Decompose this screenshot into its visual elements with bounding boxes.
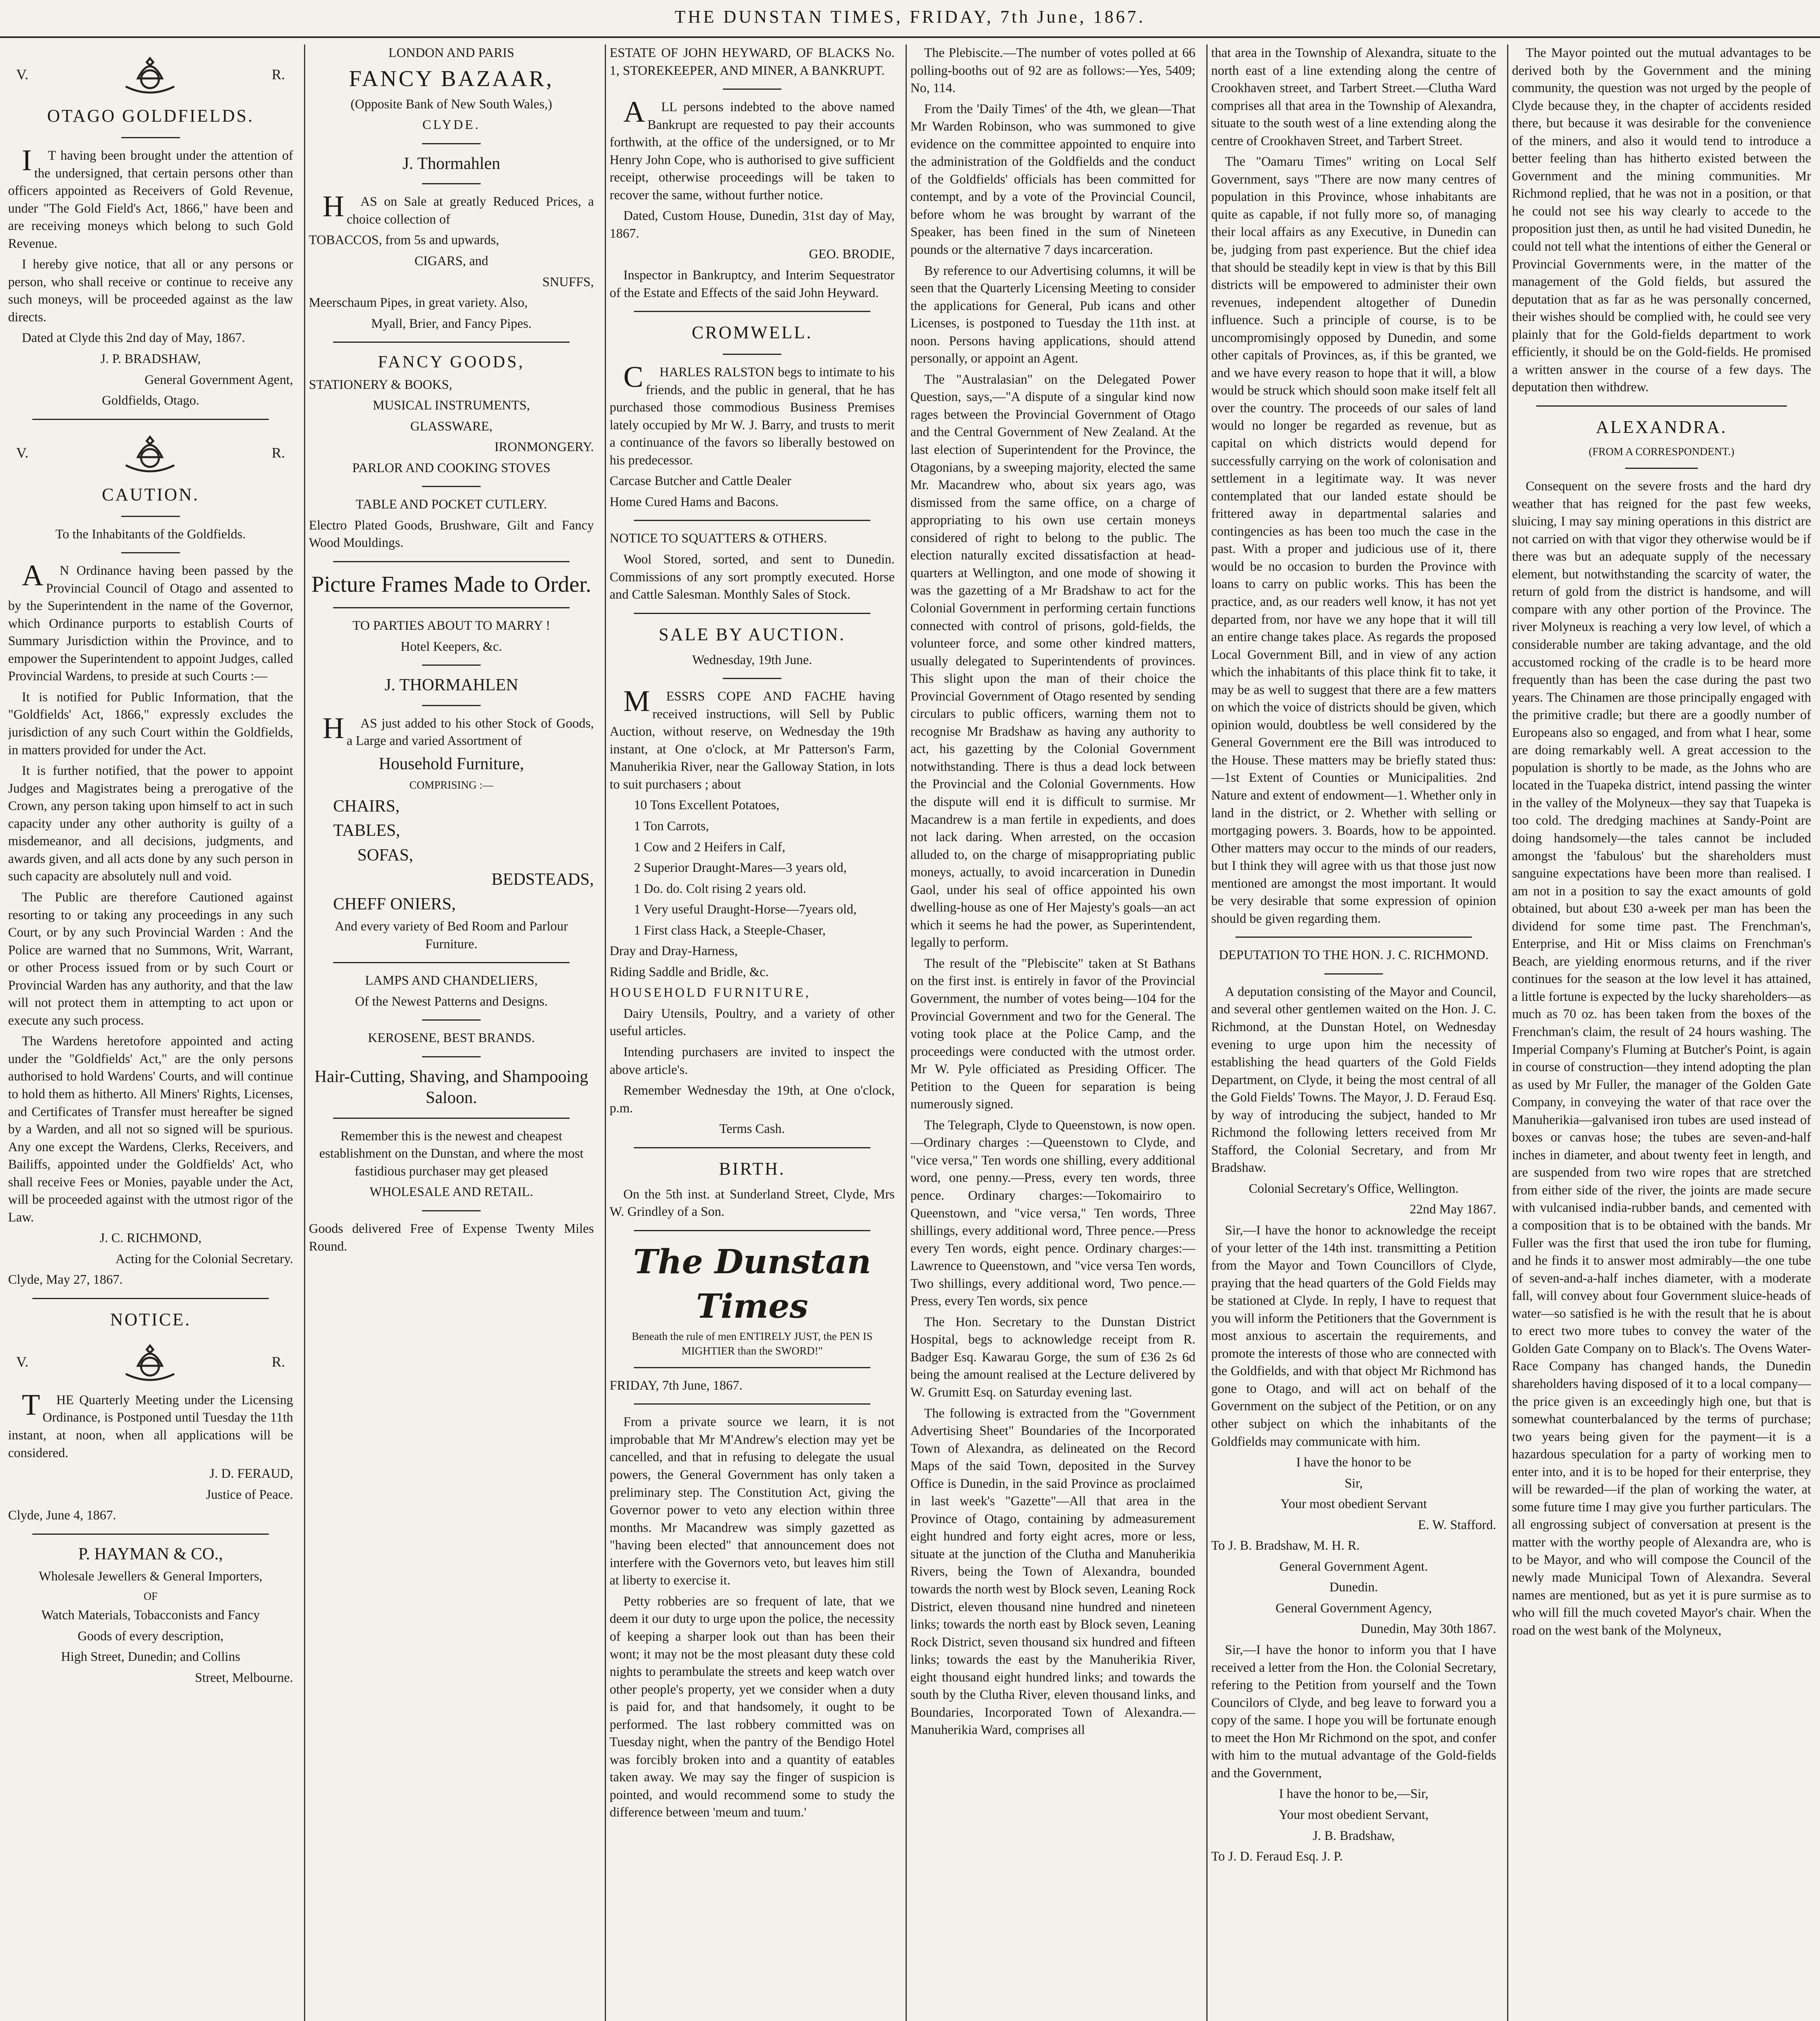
advert-line: Home Cured Hams and Bacons.: [610, 494, 779, 509]
letter-header: General Government Agency,: [1275, 1601, 1432, 1616]
advert-line: MUSICAL INSTRUMENTS,: [373, 398, 530, 413]
vr-right: R.: [271, 445, 285, 461]
paragraph: Consequent on the severe frosts and the hard dry weather that has reigned for the past few weeks, sluicing, I may say mining operations in this district are not carried on with that vigor they otherwise would be if there was but an adequate supply of the necessary element, but notwithstanding the scarcity of water, the return of gold from the district is handsome, and will compare with any other portion of the Province. The river Molyneux is reaching a very low level, of which a considerable number are taking advantage, and the old accustomed rocking of the cradle is to be heard more frequently than has been the case during the past two years. The Chinamen are those principally engaged with the primitive cradle; but there are a goodly number of Europeans also so engaged, and from what I hear, some are doing remarkably well. A great accession to the population is shortly to be made, as the Johns who are located in the Tuapeka district, intend passing the winter in the valley of the Molyneux—they say that Tuapeka is too cold. The dredging machines at Sandy-Point are doing handsomely—the tales cannot be included amongst the 'fabulous' but the shareholders must sanguine expectations have been more than realised. I am not in a position to say the exact amounts of gold obtained, but about £30 a-week per man has been the dividend for some time past. The Frenchman's, Enterprise, and Hit or Miss claims on Frenchman's Beach, are yielding enormous returns, and if the river continues for the season at the low level it has attained, a little fortune is expected by the lucky shareholders—as much as 70 oz. has been taken from the boxes of the Frenchman's claim, the result of 24 hours washing. The Imperial Company's Fluming at Butcher's Point, is again in course of construction—they intend adopting the plan as used by Mr Fuller, the manager of the Golden Gate Company, in conveying the water of that race over the Manuherikia—galvanised iron tubes are used instead of boxes or canvas hose; the tubes are seven-and-half inches in diameter, and about twenty feet in length, and are suspended from two wire ropes that are stretched from either side of the river, the joints are made secure with vulcanised india-rubber bands, and cemented with a composition that is to be obtained with the bands. Mr Fuller was the first that used the iron tube for fluming, and he finds it to answer most admirably—the one tube of seven-and-a-half inches diameter, with a moderate fall, will convey about four Government sluice-heads of water—so satisfied is he with the result that he is about to erect two more tubes to convey the water of the Golden Gate Company on to Black's. The Ovens Water-Race Company has changed hands, the Dunedin shareholders having disposed of it to a local company—the price given is an exceedingly high one, but that is somewhat counterbalanced by the terms of purchase; two years being given for the payment—it is a hazardous speculation for a party of working men to enter into, and it is to be hoped for their enterprise, they will be rewarded—if the plan of working the water, at some future time I may give you further particulars. The all engrossing subject of conversation at present is the matter with the worthy people of Alexandra are, who is to be Mayor, and who will compose the Council of the newly made Municipal Town of Alexandra. Several names are mentioned, but as yet it is pure surmise as to who will fill the much coveted Mayor's chair. When the road on the west bank of the Molyneux,: [1512, 479, 1811, 1638]
divider: [422, 486, 481, 487]
column-rule: [1206, 44, 1208, 2021]
divider: [723, 354, 781, 355]
advert-line: LAMPS AND CHANDELIERS,: [365, 973, 538, 988]
signature: J. P. BRADSHAW,: [100, 351, 201, 366]
advert-line: PARLOR AND COOKING STOVES: [352, 460, 551, 475]
column-rule: [906, 44, 907, 2021]
paragraph: AN Ordinance having been passed by the Provincial Council of Otago and assented to by the Superintendent in the name of the Governor, which Ordinance purports to establish Courts of Summary Jurisdiction within the Province, and to empower the Superintendent to appoint Judges, called Provincial Wardens, to preside at such Courts :—: [8, 559, 293, 684]
paragraph: IT having been brought under the attention of the undersigned, that certain persons other than officers appointed as Receivers of Gold Revenue, under "The Gold Field's Act, 1866," have been and are receiving moneys which belong to such Gold Revenue.: [8, 143, 293, 251]
signature: GEO. BRODIE,: [809, 247, 895, 262]
advert-item: TABLES,: [333, 821, 400, 840]
advert-line: OF: [144, 1590, 158, 1602]
heading: NOTICE TO SQUATTERS & OTHERS.: [610, 531, 827, 546]
dateline: FRIDAY, 7th June, 1867.: [610, 1378, 743, 1393]
advert-line: Wholesale Jewellers & General Importers,: [38, 1569, 263, 1584]
advert-name: J. THORMAHLEN: [384, 676, 518, 695]
advert-title: Household Furniture,: [378, 754, 524, 773]
divider: [32, 1298, 269, 1299]
advert-line: TO PARTIES ABOUT TO MARRY !: [353, 618, 550, 633]
advert-name: J. Thormahlen: [402, 154, 500, 173]
paragraph: I hereby give notice, that all or any persons or person, who shall receive or continue to receive any such moneys, will be proceeded against as the law directs.: [8, 257, 293, 325]
letter-line: J. B. Bradshaw,: [1313, 1828, 1395, 1843]
divider: [634, 520, 870, 521]
divider: [634, 311, 870, 312]
paragraph: Wool Stored, sorted, and sent to Dunedin. Commissions of any sort promptly executed. Horse and Cattle Salesman. Monthly Sales of Stock.: [610, 552, 895, 602]
letter-line: To J. D. Feraud Esq. J. P.: [1211, 1849, 1343, 1864]
column-rule: [304, 44, 305, 2021]
paragraph: Intending purchasers are invited to inspect the above article's.: [610, 1044, 895, 1077]
paragraph: By reference to our Advertising columns, it will be seen that the Quarterly Licensing Meeting to consider the applications for General, Pub icans and other Licenses, is postponed to Tuesday the 11th inst. at noon. Persons having applications, should attend personally, or appoint an Agent.: [910, 263, 1195, 366]
paragraph: HAS just added to his other Stock of Goods, a Large and varied Assortment of: [323, 711, 594, 749]
royal-arms-header: [8, 1337, 293, 1386]
divider: [333, 342, 570, 343]
paragraph: Petty robberies are so frequent of late, that we deem it our duty to urge upon the police, the necessity of keeping a sharper look out than has been their wont; it may not be the most pleasant duty these cold nights to perambulate the streets and keep watch over other people's property, yet we consider when a duty is paid for, and that handsomely, it ought to be performed. The last robbery committed was on Tuesday night, when the pantry of the Bendigo Hotel was forcibly broken into and a quantity of eatables taken away. We may say the finger of suspicion is pointed, and would recommend some to study the difference between 'meum and tuum.': [610, 1594, 895, 1820]
advert-line: GLASSWARE,: [410, 419, 493, 434]
divider: [422, 1210, 481, 1211]
list-item: 2 Superior Draught-Mares—3 years old,: [634, 861, 847, 875]
dateline: Clyde, May 27, 1867.: [8, 1272, 123, 1287]
advert-line: Goods of every description,: [77, 1629, 224, 1643]
paragraph: ALL persons indebted to the above named Bankrupt are requested to pay their accounts forthwith, at the office of the undersigned, or to Mr Henry John Cope, who is authorised to give sufficient receipt, otherwise proceedings will be taken to recover the same, without further notice.: [610, 95, 895, 203]
paragraph: CHARLES RALSTON begs to intimate to his friends, and the public in general, that he has purchased those commodious Business Premises lately occupied by Mr W. J. Barry, and trusts to merit a continuance of the favors so liberally bestowed on his predecessor.: [610, 361, 895, 468]
advert-line: Electro Plated Goods, Brushware, Gilt and Fancy Wood Mouldings.: [309, 518, 594, 551]
vr-left: V.: [16, 1353, 29, 1370]
subheading: HOUSEHOLD FURNITURE,: [610, 985, 811, 1000]
column-4: [910, 44, 1195, 2021]
advert-line: Myall, Brier, and Fancy Pipes.: [371, 316, 532, 331]
advert-line: Street, Melbourne.: [195, 1670, 293, 1685]
paragraph: MESSRS COPE AND FACHE having received instructions, will Sell by Public Auction, without reserve, on Wednesday the 19th instant, at One o'clock, at Mr Patterson's Farm, Manuherikia River, near the Galloway Station, in lots to suit purchasers ; about: [610, 685, 895, 792]
advert-line: Hotel Keepers, &c.: [401, 639, 502, 654]
advert-line: SNUFFS,: [542, 274, 594, 289]
heading: DEPUTATION TO THE HON. J. C. RICHMOND.: [1218, 948, 1489, 963]
divider: [32, 1534, 269, 1535]
divider: [634, 613, 870, 614]
advert-title: FANCY BAZAAR,: [349, 66, 554, 91]
paragraph: Dated, Custom House, Dunedin, 31st day of May, 1867.: [610, 209, 895, 241]
divider: [1536, 405, 1787, 407]
paragraph: The Mayor pointed out the mutual advantages to be derived both by the Government and the mining community, the question was not urged by the people of Clyde because they, in the chapter of accidents resided there, but because it was desirable for the convenience of the miners, and also it would tend to introduce a better feeling than has hitherto existed between the Government and the mining communities. Mr Richmond replied, that he was not in a position, or that he could not see his way clearly to accede to the proposition just then, as until he had visited Dunedin, he could not tell what the intentions of either the General or Provincial Governments were, in the matter of the management of the Gold fields, but assured the deputation that as far as he was personally concerned, their wishes should be complied with, he could see very plainly that for the Gold-fields department to work efficiently, it should be on the Gold-fields. He promised a written answer in the course of a few days. The deputation then withdrew.: [1512, 46, 1811, 395]
signature-title: General Government Agent,: [144, 372, 293, 387]
signature: J. C. RICHMOND,: [99, 1231, 202, 1246]
advert-line: Goods delivered Free of Expense Twenty Miles Round.: [309, 1221, 594, 1254]
letter-date: 22nd May 1867.: [1410, 1202, 1496, 1217]
letter-line: General Government Agent.: [1279, 1559, 1428, 1574]
advert-title: Picture Frames Made to Order.: [311, 572, 591, 597]
advert-line: LONDON AND PARIS: [388, 46, 515, 60]
vr-left: V.: [16, 445, 29, 461]
advert-item: BEDSTEADS,: [491, 870, 594, 889]
divider: [634, 1403, 870, 1405]
paragraph: HAS on Sale at greatly Reduced Prices, a choice collection of: [323, 190, 594, 227]
list-item: Riding Saddle and Bridle, &c.: [610, 964, 769, 979]
divider: [634, 1230, 870, 1231]
advert-line: IRONMONGERY.: [494, 440, 594, 455]
subheading: (FROM A CORRESPONDENT.): [1588, 445, 1735, 458]
letter-line: I have the honor to be: [1296, 1455, 1411, 1470]
advert-line: COMPRISING :—: [409, 779, 494, 791]
advert-line: Of the Newest Patterns and Designs.: [355, 994, 548, 1009]
advert-line: TOBACCOS, from 5s and upwards,: [309, 233, 499, 248]
list-item: 1 Very useful Draught-Horse—7years old,: [634, 902, 857, 917]
paragraph: Remember Wednesday the 19th, at One o'clock, p.m.: [610, 1083, 895, 1116]
page-columns: [8, 44, 1812, 2021]
vr-right: R.: [271, 66, 285, 82]
heading: ESTATE OF JOHN HEYWARD, OF BLACKS No. 1, STOREKEEPER, AND MINER, A BANKRUPT.: [610, 46, 895, 78]
advert-line: WHOLESALE AND RETAIL.: [369, 1185, 533, 1200]
advert-line: High Street, Dunedin; and Collins: [61, 1650, 241, 1664]
paragraph: On the 5th inst. at Sunderland Street, Clyde, Mrs W. Grindley of a Son.: [610, 1187, 895, 1219]
paragraph: Sir,—I have the honor to acknowledge the receipt of your letter of the 14th inst. transmitting a Petition from the Mayor and Town Councillors of Clyde, praying that the head quarters of the Gold Fields may be stationed at Clyde. In reply, I have to request that you will inform the Petitioners that the Government is most anxious to ascertain the requirements, and promote the interests of those who are connected with the Goldfields, and with that object Mr Richmond has gone to Otago, and will act on behalf of the Government on the subject of the Petition, or on any other subject on which the inhabitants of the Goldfields may communicate with him.: [1211, 1223, 1496, 1449]
paragraph: The "Australasian" on the Delegated Power Question, says,—"A dispute of a singular kind now rages between the Provincial Government of Otago and the Central Government of New Zealand. At the last election of Superintendent for the Province, the Otagonians, by a sweeping majority, elected the same Mr. Macandrew who, about six years ago, was dismissed from the same office, on a charge of appropriating to his own use certain moneys considered of right to belong to the public. The election naturally excited dissatisfaction at head-quarters at Wellington, and one mode of showing it was the gazetting of a Mr Bradshaw to act for the Colonial Government in performing certain functions connected with control of prisons, gold-fields, the volunteer force, and some other kindred matters, usually delegated to Superintendents of provinces. This slight upon the man of their choice the Provincial Government of Otago resented by sending circulars to public officers, warning them not to recognise Mr Bradshaw as having any authority to act, his gazetting by the Colonial Government notwithstanding. There is thus a dead lock between the Provincial and the Colonial Governments. How the dispute will end it is difficult to surmise. Mr Macandrew is a man fertile in expedients, and does not lack daring. When arrested, on the occasion alluded to, on the charge of misappropriating public moneys, actually, to avoid incarceration in Dunedin Gaol, under his seal of office appointed his own dwelling-house as one of Her Majesty's goals—an act which it seems he had the power, as Superintendent, legally to perform.: [910, 372, 1195, 950]
royal-arms-icon: [110, 50, 190, 99]
advert-line: And every variety of Bed Room and Parlour Furniture.: [335, 919, 568, 951]
letter-line: Dunedin.: [1329, 1580, 1378, 1595]
advert-item: SOFAS,: [357, 846, 414, 865]
heading: SALE BY AUCTION.: [659, 624, 846, 644]
advert-line: Meerschaum Pipes, in great variety. Also,: [309, 295, 528, 310]
divider: [1324, 973, 1383, 975]
advert-item: CHAIRS,: [333, 797, 400, 816]
divider: [422, 143, 481, 144]
divider: [422, 1056, 481, 1057]
masthead: [0, 0, 1820, 38]
divider: [723, 89, 781, 90]
divider: [1625, 468, 1698, 469]
royal-arms-icon: [110, 1337, 190, 1386]
paragraph: The result of the "Plebiscite" taken at St Bathans on the first inst. is entirely in favor of the Provincial Government, the number of votes being—104 for the Provincial Government and two for the General. The voting took place at the Police Camp, and the proceedings were conducted with the utmost order. Mr W. Pyle officiated as Presiding Officer. The Petition to the Queen for separation is being numerously signed.: [910, 956, 1195, 1112]
terms: Terms Cash.: [719, 1122, 785, 1137]
advert-line: KEROSENE, BEST BRANDS.: [368, 1031, 535, 1046]
heading: BIRTH.: [719, 1158, 785, 1179]
advert-title: P. HAYMAN & CO.,: [78, 1544, 223, 1563]
masthead-title: THE DUNSTAN TIMES, FRIDAY, 7th June, 1867.: [674, 7, 1146, 27]
heading: CAUTION.: [102, 484, 199, 504]
advert-line: TABLE AND POCKET CUTLERY.: [356, 497, 547, 512]
heading: ALEXANDRA.: [1596, 417, 1727, 437]
advert-line: (Opposite Bank of New South Wales,): [350, 97, 552, 112]
paragraph: The Telegraph, Clyde to Queenstown, is now open.—Ordinary charges :—Queenstown to Clyde, and "vice versa," Ten words one shilling, every additional word, one penny.—Press, every ten words, three pence. Ordinary charges:—Tokomairiro to Queenstown, and "vice versa," Ten words, Three shillings, every additional word, Three pence.—Press every Ten words, eight pence. Ordinary charges:—Lawrence to Queenstown, and "vice versa Ten words, Two shillings, every additional word, Two pence.—Press, every Ten words, six pence: [910, 1118, 1195, 1309]
vr-left: V.: [16, 66, 29, 82]
paragraph: The Public are therefore Cautioned against resorting to or taking any proceedings in any such Court, or by any such Provincial Warden : And the Police are warned that no Summons, Writ, Warrant, or other Process issued from or by such Court or Provincial Warden has any authority, and that the law will not protect them in attempting to act upon or execute any such process.: [8, 890, 293, 1028]
column-3: [610, 44, 895, 2021]
heading: CROMWELL.: [692, 323, 813, 343]
royal-arms-header: [8, 429, 293, 477]
divider: [422, 705, 481, 706]
signature-place: Goldfields, Otago.: [101, 393, 199, 408]
advert-line: CLYDE.: [422, 118, 481, 133]
divider: [1235, 937, 1472, 938]
paragraph: From a private source we learn, it is not improbable that Mr M'Andrew's election may yet be cancelled, and that in refusing to delegate the usual powers, the General Government has only taken a preliminary step. The Constitution Act, giving the Governor power to veto any election within three months. Mr Macandrew was simply gazetted as "having been elected" that announcement does not interfere with the Governors veto, but leaves him still at liberty to exercise it.: [610, 1415, 895, 1588]
newspaper-title: The Dunstan Times: [633, 1242, 871, 1326]
advert-line: STATIONERY & BOOKS,: [309, 377, 452, 392]
signature-title: Acting for the Colonial Secretary.: [115, 1251, 293, 1266]
column-rule: [1507, 44, 1508, 2021]
column-2: [309, 44, 594, 2021]
paragraph: THE Quarterly Meeting under the Licensing Ordinance, is Postponed until Tuesday the 11th instant, at noon, when all applications will be considered.: [8, 1388, 293, 1460]
dateline: Clyde, June 4, 1867.: [8, 1508, 116, 1523]
signature: J. D. FERAUD,: [209, 1466, 293, 1481]
paragraph: The following is extracted from the "Government Advertising Sheet" Boundaries of the Incorporated Town of Alexandra, as delineated on the Record Maps of the said Town, deposited in the Survey Office is Dunedin, in the said Province as proclaimed in last week's "Gazette"—All that area in the Province of Otago, containing by admeasurement eight hundred and forty eight acres, more or less, situate at the junction of the Clutha and Manuherikia Rivers, being the Town of Alexandra, bounded towards the north west by Block seven, Leaning Rock District, eleven thousand nine hundred and nineteen links; towards the north east by Block seven, Leaning Rock District, seven thousand six hundred and fifteen links; towards the east by the Manuherikia River, eight thousand eight hundred links; and towards the south by the Clutha River, eleven thousand links, and Boundaries, Incorporated Town of Alexandra.—Manuherikia Ward, comprises all: [910, 1406, 1195, 1738]
list-item: Dray and Dray-Harness,: [610, 944, 738, 959]
letter-date: Dunedin, May 30th 1867.: [1361, 1622, 1496, 1637]
paragraph: The Wardens heretofore appointed and acting under the "Goldfields' Act," are the only persons authorised to hold Wardens' Courts, and will continue to hold them as hitherto. All Miners' Rights, Licenses, and Certificates of Transfer must hereafter be signed by a Warden, and all not so signed will be spurious. Any one except the Wardens, Clerks, Receivers, and Bailiffs, appointed under the Goldfields' Act, who shall receive Fees or Monies, payable under the Act, will be proceeded against with the utmost rigor of the Law.: [8, 1034, 293, 1225]
list-item: 1 Cow and 2 Heifers in Calf,: [634, 840, 785, 854]
divider: [634, 1367, 870, 1368]
advert-item: CHEFF ONIERS,: [333, 894, 456, 913]
column-1: [8, 44, 293, 2021]
divider: [422, 665, 481, 666]
vr-right: R.: [271, 1353, 285, 1370]
letter-line: Sir,: [1345, 1476, 1363, 1491]
paragraph: Dated at Clyde this 2nd day of May, 1867.: [22, 331, 245, 346]
paragraph: A deputation consisting of the Mayor and Council, and several other gentlemen waited on the Hon. J. C. Richmond, at the Dunstan Hotel, on Wednesday evening to urge upon him the necessity of establishing the head quarters of the Gold Fields Department, on Clyde, it being the most central of all the Gold Fields' Towns. The Mayor, J. D. Feraud Esq. by way of introducing the subject, handed to Mr Richmond the following letters received from Mr Stafford, the Colonial Secretary, and from Mr Bradshaw.: [1211, 984, 1496, 1175]
divider: [32, 419, 269, 420]
royal-arms-header: [8, 50, 293, 99]
advert-line: Carcase Butcher and Cattle Dealer: [610, 474, 792, 489]
letter-line: To J. B. Bradshaw, M. H. R.: [1211, 1538, 1360, 1553]
divider: [333, 1118, 570, 1119]
list-item: 10 Tons Excellent Potatoes,: [634, 798, 779, 813]
paragraph: Dairy Utensils, Poultry, and a variety of other useful articles.: [610, 1006, 895, 1039]
column-6: [1512, 44, 1811, 2021]
letter-line: Your most obedient Servant,: [1279, 1807, 1429, 1822]
list-item: 1 Ton Carrots,: [634, 819, 709, 833]
advert-title: Hair-Cutting, Shaving, and Shampooing Saloon.: [315, 1067, 588, 1108]
list-item: 1 Do. do. Colt rising 2 years old.: [634, 881, 807, 896]
heading: OTAGO GOLDFIELDS.: [47, 106, 254, 126]
royal-arms-icon: [110, 429, 190, 477]
paragraph: The "Oamaru Times" writing on Local Self Government, says "There are now many centres of population in this Province, whose inhabitants are quite as capable, if not fully more so, of managing their local affairs as any Executive, in Dunedin can be, judging from past experience. But the chief idea that should be steadily kept in view is that by this Bill districts will be empowered to administer their own revenues, independent altogether of Dunedin influence. Such a principle of course, is to be uncompromisingly opposed by Dunedin, and some other capitals of Provinces, as, if this be granted, we and we have every reason to hope that it will, a blow would be struck which should soon make itself felt all over the country. The proceeds of our sales of land would no longer be regarded as revenue, but as capital on which districts would depend for successfully carrying on the work of colonisation and settlement in a legitimate way. It was never contemplated that our landed estate should be frittered away in departmental salaries and contingencies as has been too much the case in the past. With a proper and judicious use of it, there would be no occasion to burden the Province with loans to carry on public works. This has been the practice, and, as our readers well know, it has not yet departed from, nor have we any hope that it will till an entire change takes place. As regards the proposed Local Government Bill, and in view of any action which the inhabitants of this place think fit to take, it may be as well to suggest that there are a few matters on which the voice of districts should be given, which opinion would, doubtless be well considered by the General Government ere the Bill was introduced to the House. These matters may be briefly stated thus:—1st Extent of Counties or Municipalities. 2nd Nature and extent of endowment—1. Whether only in land in the district, or 2. Whether with selling or mortgaging powers. 3. Boards, how to be appointed. Other matters may occur to the minds of our readers, but I think they will agree with us that those just now mentioned are amongst the most important. It would be very desirable that some expression of opinion should be given regarding them.: [1211, 154, 1496, 926]
divider: [121, 552, 180, 553]
advert-line: Remember this is the newest and cheapest establishment on the Dunstan, and where the most fastidious purchaser may get pleased: [319, 1129, 584, 1179]
letter-line: Your most obedient Servant: [1280, 1497, 1427, 1512]
signature-title: Justice of Peace.: [206, 1487, 293, 1502]
divider: [121, 137, 180, 138]
paragraph: It is notified for Public Information, that the "Goldfields' Act, 1866," expressly excludes the jurisdiction of any such Court within the Goldfields, in matters provided for under the Act.: [8, 690, 293, 757]
newspaper-motto: Beneath the rule of men ENTIRELY JUST, the PEN IS MIGHTIER than the SWORD!": [631, 1330, 873, 1357]
paragraph: From the 'Daily Times' of the 4th, we glean—That Mr Warden Robinson, who was summoned to give evidence on the committee appointed to enquire into the administration of the Goldfields and the conduct of the Goldfields' officials has been committed for contempt, and by a vote of the Provincial Council, before whom he was brought by warrant of the Speaker, has been fined in the sum of Nineteen pounds or the alternative 7 days incarceration.: [910, 101, 1195, 257]
paragraph: Sir,—I have the honor to inform you that I have received a letter from the Hon. the Colonial Secretary, refering to the Petition from yourself and the Town Councilors of Clyde, and beg leave to forward you a copy of the same. I hope you will be fortunate enough to meet the Hon Mr Richmond on the spot, and confer with him to the mutual advantage of the Gold-fields and the Government,: [1211, 1643, 1496, 1781]
list-item: 1 First class Hack, a Steeple-Chaser,: [634, 923, 826, 938]
paragraph: The Hon. Secretary to the Dunstan District Hospital, begs to acknowledge receipt from R. Badger Esq. Kawarau Gorge, the sum of £36 2s 6d being the amount realised at the Lecture delivered by W. Grumitt Esq. on Saturday evening last.: [910, 1314, 1195, 1400]
heading: NOTICE.: [110, 1309, 191, 1329]
letter-header: Colonial Secretary's Office, Wellington.: [1248, 1181, 1459, 1196]
column-5: [1211, 44, 1496, 2021]
divider: [333, 561, 570, 562]
paragraph: It is further notified, that the power to appoint Judges and Magistrates being a prerogative of the Crown, any person taking upon himself to act in such capacity under any other authority is guilty of a misdemeanor, and all decisions, judgments, and awards given, and all acts done by any such person in such capacity are absolutely null and void.: [8, 764, 293, 884]
divider: [422, 1019, 481, 1021]
divider: [422, 183, 481, 184]
paragraph: that area in the Township of Alexandra, situate to the north east of a line extending along the centre of Crookhaven street, and Tarbert Street.—Clutha Ward comprises all that area in the Township of Alexandra, situate to the south west of a line extending along the centre of Crookhaven Street, and Tarbert Street.: [1211, 46, 1496, 148]
paragraph: The Plebiscite.—The number of votes polled at 66 polling-booths out of 92 are as follows:—Yes, 5409; No, 114.: [910, 46, 1195, 96]
subheading: To the Inhabitants of the Goldfields.: [55, 527, 246, 542]
divider: [634, 1147, 870, 1148]
letter-line: I have the honor to be,—Sir,: [1279, 1787, 1429, 1802]
letter-line: E. W. Stafford.: [1418, 1517, 1496, 1532]
divider: [121, 516, 180, 517]
divider: [723, 678, 781, 679]
divider: [333, 962, 570, 963]
subheading: Wednesday, 19th June.: [692, 652, 812, 667]
column-rule: [605, 44, 606, 2021]
advert-line: Watch Materials, Tobacconists and Fancy: [41, 1608, 260, 1622]
advert-title: FANCY GOODS,: [378, 353, 525, 372]
divider: [333, 607, 570, 608]
advert-line: CIGARS, and: [414, 253, 488, 268]
signature-title: Inspector in Bankruptcy, and Interim Sequestrator of the Estate and Effects of the said John Heyward.: [610, 268, 895, 300]
